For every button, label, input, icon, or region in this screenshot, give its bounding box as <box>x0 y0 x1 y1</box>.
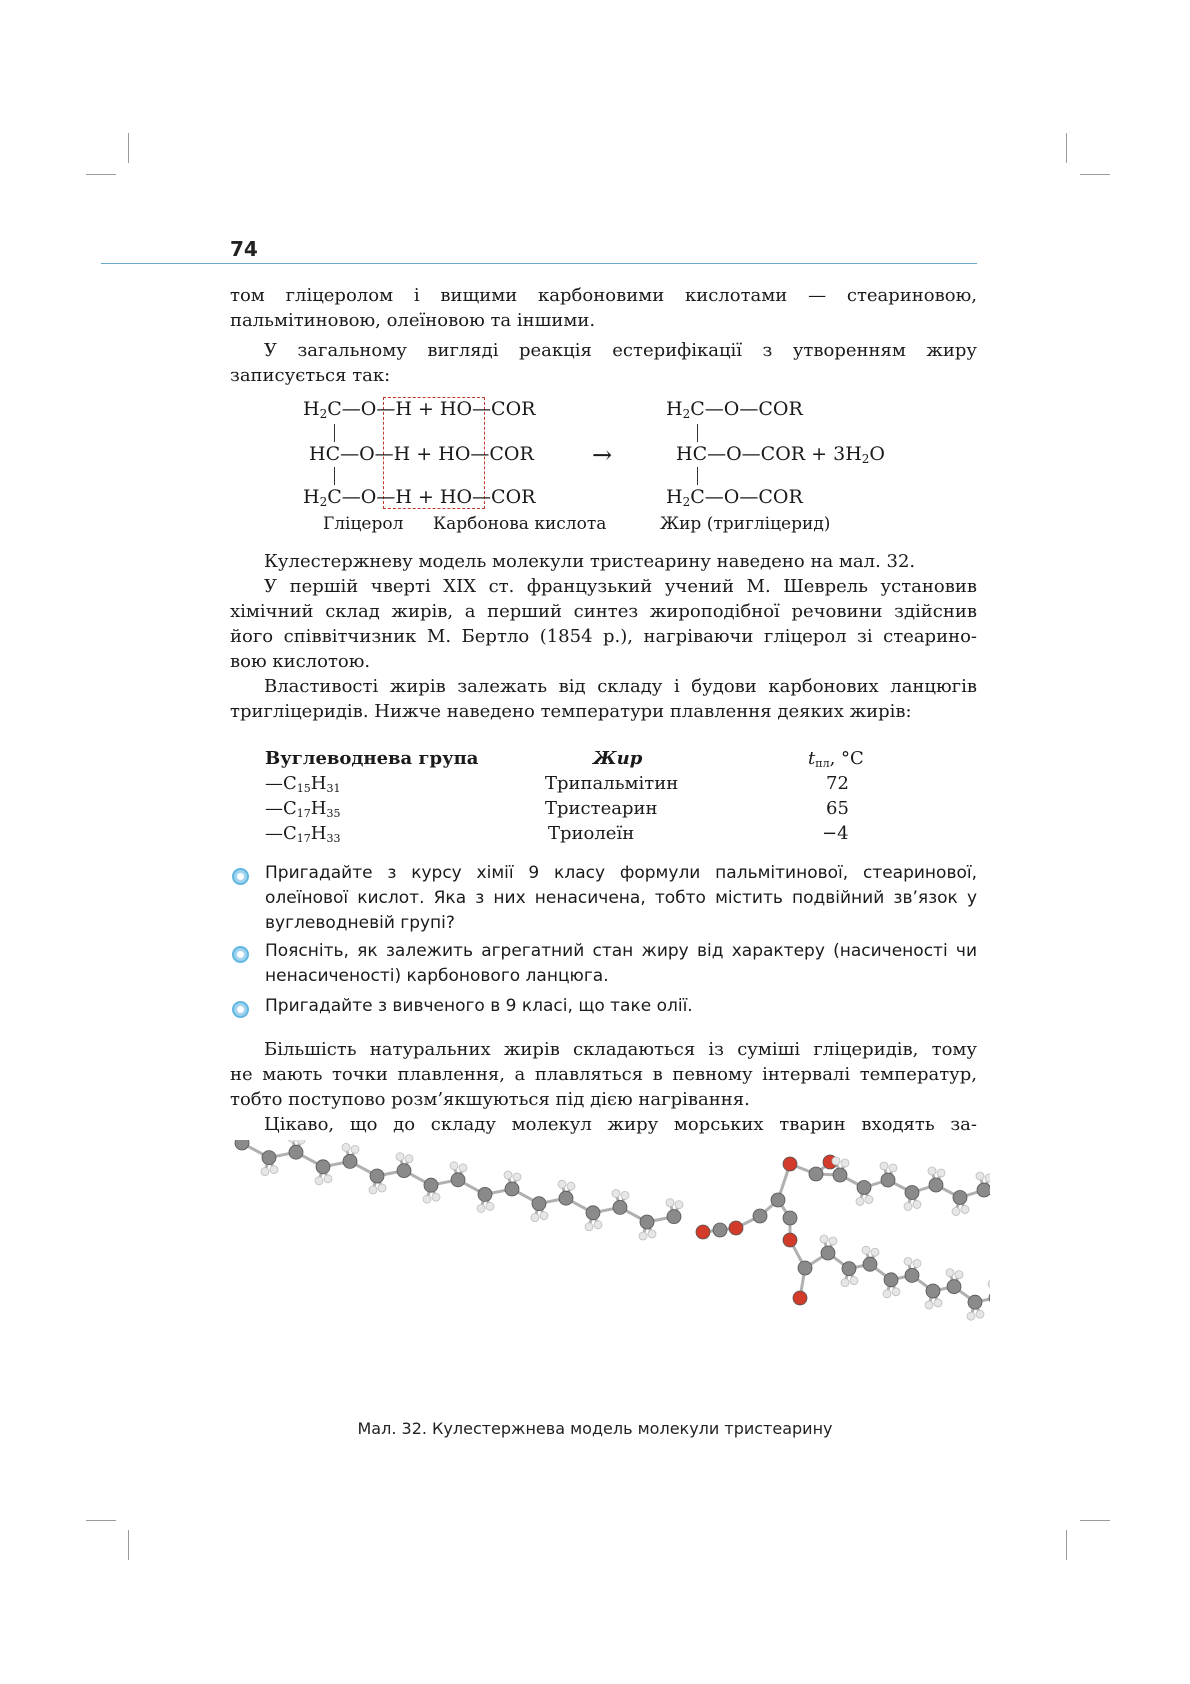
oxygen-atom <box>783 1157 797 1171</box>
hydrogen-atom <box>841 1159 849 1167</box>
page-number: 74 <box>230 237 258 261</box>
hydrogen-atom <box>369 1186 377 1194</box>
formula-text: C—O—H + HO—COR <box>327 486 536 508</box>
formula-text: H <box>310 798 327 819</box>
carbon-atom <box>289 1145 303 1159</box>
hydrogen-atom <box>934 1299 942 1307</box>
crop-mark <box>86 174 116 175</box>
hydrogen-atom <box>315 1177 323 1185</box>
hydrogen-atom <box>889 1164 897 1172</box>
carbon-atom <box>989 1291 990 1305</box>
formula-text: —C <box>265 823 297 844</box>
formula-text: HC—O—COR + 3H <box>676 443 862 465</box>
hydrogen-atom <box>832 1157 840 1165</box>
hydrogen-atom <box>270 1166 278 1174</box>
hydrogen-atom <box>829 1237 837 1245</box>
carbon-atom <box>821 1246 835 1260</box>
hydrogen-atom <box>612 1189 620 1197</box>
oxygen-atom <box>696 1225 710 1239</box>
carbon-atom <box>842 1262 856 1276</box>
reactant-row-2 <box>309 443 534 465</box>
bond-line <box>697 424 698 442</box>
hydrogen-atom <box>621 1191 629 1199</box>
formula-subscript: 15 <box>296 782 311 795</box>
question-item <box>265 939 977 989</box>
formula-text: —C <box>265 773 297 794</box>
table-header-group: Вуглеводнева група <box>265 748 479 769</box>
product-row-3 <box>666 486 803 509</box>
reactant-row-3 <box>303 486 535 509</box>
text-line: том гліцеролом і вищими карбоновими кислотами — стеариновою, <box>230 285 977 306</box>
crop-mark <box>1080 174 1110 175</box>
carbon-atom <box>613 1200 627 1214</box>
hydrogen-atom <box>985 1174 990 1182</box>
hydrogen-atom <box>871 1248 879 1256</box>
text-line: вуглеводневій групі? <box>265 913 455 933</box>
crop-mark <box>1066 1530 1067 1560</box>
hydrogen-atom <box>540 1212 548 1220</box>
hydrogen-atom <box>666 1199 674 1207</box>
hydrogen-atom <box>378 1184 386 1192</box>
header-rule <box>101 263 977 264</box>
table-cell-fat: Трипальмітин <box>545 773 679 794</box>
text-line: Пригадайте з вивченого в 9 класі, що таке олії. <box>265 996 693 1016</box>
text-line: хімічний склад жирів, а перший синтез жироподібної речовини здійснив <box>230 601 977 622</box>
paragraph-intro <box>230 283 977 333</box>
hydrogen-atom <box>952 1208 960 1216</box>
table-header-temperature <box>808 748 864 770</box>
hydrogen-atom <box>820 1235 828 1243</box>
hydrogen-atom <box>459 1164 467 1172</box>
temp-symbol: t <box>808 748 816 769</box>
formula-subscript: 31 <box>326 782 341 795</box>
table-cell-temp: 72 <box>826 773 849 794</box>
formula-subscript: 2 <box>861 452 870 466</box>
hydrogen-atom <box>913 1201 921 1209</box>
text-line: тригліцеридів. Нижче наведено температури плавлення деяких жирів: <box>230 701 912 722</box>
hydrogen-atom <box>883 1290 891 1298</box>
oxygen-atom <box>729 1221 743 1235</box>
hydrogen-atom <box>423 1195 431 1203</box>
carbon-atom <box>505 1182 519 1196</box>
oxygen-atom <box>783 1233 797 1247</box>
carbon-atom <box>857 1181 871 1195</box>
carbon-atom <box>798 1261 812 1275</box>
formula-text: C—O—H + HO—COR <box>327 398 536 420</box>
carbon-atom <box>929 1178 943 1192</box>
hydrogen-atom <box>405 1155 413 1163</box>
hydrogen-atom <box>862 1246 870 1254</box>
paragraph-marine-fats <box>230 1112 977 1137</box>
paragraph-properties <box>230 674 977 724</box>
bond-line <box>334 424 335 442</box>
formula-text: C—O—COR <box>690 486 803 508</box>
figure-caption: Мал. 32. Кулестержнева модель молекули тристеарину <box>357 1419 833 1438</box>
carbon-atom <box>451 1173 465 1187</box>
formula-text: C—O—COR <box>690 398 803 420</box>
formula-text: O <box>869 443 885 465</box>
hydrogen-atom <box>880 1162 888 1170</box>
table-cell-temp: 65 <box>826 798 849 819</box>
text-line: Пригадайте з курсу хімії 9 класу формули пальмітинової, стеаринової, <box>265 863 977 883</box>
carbon-atom <box>783 1211 797 1225</box>
hydrogen-atom <box>937 1169 945 1177</box>
carbon-atom <box>370 1169 384 1183</box>
table-cell-group <box>265 773 340 795</box>
hydrogen-atom <box>904 1203 912 1211</box>
formula-text: H <box>666 486 683 508</box>
hydrogen-atom <box>297 1140 305 1144</box>
hydrogen-atom <box>504 1171 512 1179</box>
text-line: вою кислотою. <box>230 651 371 672</box>
temp-subscript: пл <box>815 757 830 770</box>
text-line: Цікаво, що до складу молекул жиру морських тварин входять за- <box>264 1114 977 1135</box>
hydrogen-atom <box>850 1277 858 1285</box>
hydrogen-atom <box>925 1301 933 1309</box>
crop-mark <box>128 133 129 163</box>
hydrogen-atom <box>351 1145 359 1153</box>
caption-glycerol: Гліцерол <box>323 514 404 534</box>
hydrogen-atom <box>913 1259 921 1267</box>
question-bullet-icon <box>232 946 249 963</box>
formula-subscript: 2 <box>319 495 328 509</box>
formula-text: H <box>310 773 327 794</box>
text-line: Поясніть, як залежить агрегатний стан жиру від характеру (насиченості чи <box>265 941 977 961</box>
text-line: пальмітиновою, олеїновою та іншими. <box>230 310 596 331</box>
carbon-atom <box>833 1168 847 1182</box>
hydrogen-atom <box>988 1280 990 1288</box>
carbon-atom <box>667 1210 681 1224</box>
carbon-atom <box>235 1140 249 1150</box>
hydrogen-atom <box>955 1271 963 1279</box>
hydrogen-atom <box>531 1214 539 1222</box>
formula-subscript: 2 <box>682 407 691 421</box>
paragraph-reaction-intro <box>230 338 977 388</box>
carbon-atom <box>977 1183 990 1197</box>
table-cell-fat: Тристеарин <box>545 798 658 819</box>
reactant-row-1 <box>303 398 535 421</box>
carbon-atom <box>586 1206 600 1220</box>
hydrogen-atom <box>396 1153 404 1161</box>
hydrogen-atom <box>477 1204 485 1212</box>
formula-text: H <box>666 398 683 420</box>
carbon-atom <box>640 1215 654 1229</box>
carbon-atom <box>262 1151 276 1165</box>
product-row-2 <box>676 443 885 466</box>
hydrogen-atom <box>675 1201 683 1209</box>
hydrogen-atom <box>904 1257 912 1265</box>
caption-carboxylic-acid: Карбонова кислота <box>433 514 607 534</box>
carbon-atom <box>905 1186 919 1200</box>
hydrogen-atom <box>961 1206 969 1214</box>
hydrogen-atom <box>486 1202 494 1210</box>
hydrogen-atom <box>976 1310 984 1318</box>
text-line: Кулестержневу модель молекули тристеарину наведено на мал. 32. <box>264 551 916 572</box>
carbon-atom <box>424 1178 438 1192</box>
hydrogen-atom <box>967 1312 975 1320</box>
formula-subscript: 17 <box>296 832 311 845</box>
hydrogen-atom <box>841 1279 849 1287</box>
paragraph-history <box>230 574 977 674</box>
carbon-atom <box>926 1284 940 1298</box>
table-cell-group <box>265 823 340 845</box>
text-line: не мають точки плавлення, а плавляться в певному інтервалі температур, <box>230 1064 977 1085</box>
tristearin-ball-and-stick-model <box>230 1140 990 1415</box>
table-cell-temp: −4 <box>822 823 849 844</box>
carbon-atom <box>478 1187 492 1201</box>
hydrogen-atom <box>976 1172 984 1180</box>
carbon-atom <box>343 1154 357 1168</box>
formula-subscript: 2 <box>319 407 328 421</box>
hydrogen-atom <box>856 1198 864 1206</box>
carbon-atom <box>771 1193 785 1207</box>
carbon-atom <box>397 1164 411 1178</box>
text-line: його співвітчизник М. Бертло (1854 р.), нагріваючи гліцерол зі стеарино- <box>230 626 977 647</box>
product-row-1 <box>666 398 803 421</box>
text-line: ненасиченості) карбонового ланцюга. <box>265 966 609 986</box>
hydrogen-atom <box>261 1168 269 1176</box>
text-line: Властивості жирів залежать від складу і будови карбонових ланцюгів <box>264 676 977 697</box>
formula-text: H <box>310 823 327 844</box>
hydrogen-atom <box>432 1193 440 1201</box>
question-bullet-icon <box>232 868 249 885</box>
formula-subscript: 2 <box>682 495 691 509</box>
formula-subscript: 35 <box>326 807 341 820</box>
hydrogen-atom <box>558 1180 566 1188</box>
carbon-atom <box>947 1280 961 1294</box>
question-bullet-icon <box>232 1001 249 1018</box>
paragraph-model-reference <box>230 549 977 574</box>
temp-unit: , °C <box>829 748 864 769</box>
table-header-fat: Жир <box>593 748 643 769</box>
bond-line <box>697 467 698 485</box>
crop-mark <box>86 1520 116 1521</box>
hydrogen-atom <box>928 1167 936 1175</box>
hydrogen-atom <box>288 1140 296 1142</box>
formula-text: H <box>303 486 320 508</box>
hydrogen-atom <box>342 1143 350 1151</box>
hydrogen-atom <box>513 1173 521 1181</box>
text-line: У загальному вигляді реакція естерифікації з утворенням жиру <box>264 340 977 361</box>
bond-line <box>334 467 335 485</box>
carbon-atom <box>863 1257 877 1271</box>
hydrogen-atom <box>892 1288 900 1296</box>
formula-subscript: 17 <box>296 807 311 820</box>
crop-mark <box>1066 133 1067 163</box>
table-cell-fat: Триолеїн <box>548 823 635 844</box>
carbon-atom <box>532 1197 546 1211</box>
text-line: Більшість натуральних жирів складаються із суміші гліцеридів, тому <box>264 1039 977 1060</box>
question-item <box>265 994 977 1019</box>
formula-text: HC—O—H + HO—COR <box>309 443 534 465</box>
text-line: записується так: <box>230 365 391 386</box>
hydrogen-atom <box>567 1182 575 1190</box>
text-line: олеїнової кислот. Яка з них ненасичена, тобто містить подвійний зв’язок у <box>265 888 977 908</box>
text-line: У першій чверті XIX ст. французький учений М. Шеврель установив <box>264 576 977 597</box>
carbon-atom <box>559 1191 573 1205</box>
carbon-atom <box>905 1268 919 1282</box>
carbon-atom <box>809 1167 823 1181</box>
hydrogen-atom <box>648 1230 656 1238</box>
hydrogen-atom <box>450 1162 458 1170</box>
formula-text: —C <box>265 798 297 819</box>
carbon-atom <box>316 1160 330 1174</box>
reaction-arrow: → <box>592 441 613 469</box>
carbon-atom <box>713 1223 727 1237</box>
oxygen-atom <box>793 1291 807 1305</box>
carbon-atom <box>884 1273 898 1287</box>
hydrogen-atom <box>585 1223 593 1231</box>
formula-subscript: 33 <box>326 832 341 845</box>
table-cell-group <box>265 798 340 820</box>
hydrogen-atom <box>946 1269 954 1277</box>
question-item <box>265 861 977 936</box>
text-line: тобто поступово розм’якшуються під дією нагрівання. <box>230 1089 750 1110</box>
crop-mark <box>1080 1520 1110 1521</box>
carbon-atom <box>968 1295 982 1309</box>
hydrogen-atom <box>594 1221 602 1229</box>
carbon-atom <box>881 1173 895 1187</box>
carbon-atom <box>753 1209 767 1223</box>
caption-triglyceride: Жир (тригліцерид) <box>660 514 831 534</box>
crop-mark <box>128 1530 129 1560</box>
hydrogen-atom <box>639 1232 647 1240</box>
formula-text: H <box>303 398 320 420</box>
hydrogen-atom <box>865 1196 873 1204</box>
carbon-atom <box>953 1191 967 1205</box>
hydrogen-atom <box>324 1175 332 1183</box>
paragraph-natural-fats <box>230 1037 977 1112</box>
